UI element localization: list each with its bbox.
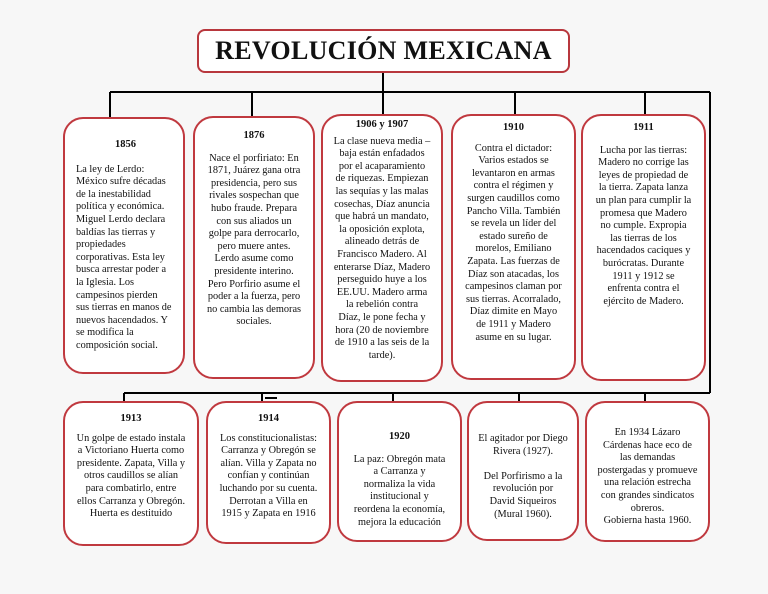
event-box-cardenas — [585, 401, 710, 542]
event-text: Lucha por las tierras: Madero no corrige las leyes de propiedad de la tierra. Zapata lanza un plan para cumplir la promesa que Madero no cumple. Expropia las tierras de los hacendados caciques y burócratas. Durante 1911 y 1912 se enfrenta contra el ejército de Madero. — [595, 144, 692, 307]
event-text: La paz: Obregón mata a Carranza y normaliza la vida institucional y reordena la economía, mejora la educación — [353, 453, 446, 528]
event-year: 1906 y 1907 — [355, 119, 409, 130]
event-year: 1920 — [389, 431, 410, 442]
event-box-1913 — [63, 401, 199, 546]
event-year: 1856 — [115, 139, 136, 150]
event-year: 1910 — [503, 122, 524, 133]
map-title: REVOLUCIÓN MEXICANA — [197, 29, 570, 73]
event-box-muralism — [467, 401, 579, 541]
event-text: En 1934 Lázaro Cárdenas hace eco de las demandas postergadas y promueve una relación estrecha con grandes sindicatos obreros. Gobierna hasta 1960. — [597, 427, 698, 527]
event-box-1876 — [193, 116, 315, 379]
event-text: Los constitucionalistas: Carranza y Obregón se alían. Villa y Zapata no confían y continúan luchando por su cuenta. Derrotan a Villa en 1915 y Zapata en 1916 — [219, 432, 318, 520]
event-year: 1913 — [120, 413, 142, 424]
event-year: 1876 — [243, 130, 265, 141]
event-text: La ley de Lerdo: México sufre décadas de la inestabilidad política y económica. Miguel Lerdo declara baldías las tierras y propiedades corporativas. Esta ley busca arrestar poder a la Iglesia. Los campesinos pierden sus tierras en manos de nuevos hacendados. Y se modifica la composición social. — [76, 163, 172, 351]
event-text: Contra el dictador: Varios estados se levantaron en armas contra el régimen y surgen caudillos como Pancho Villa. También se revela un líder del estado sureño de morelos, Emiliano Zapata. Las fuerzas de Díaz son atacadas, los campesinos claman por sus tierras. Acorralado, Díaz dimite en Mayo de 1911 y Madero asume en su lugar. — [465, 142, 562, 343]
event-box-1911 — [581, 114, 706, 381]
event-text: Nace el porfiriato: En 1871, Juárez gana otra presidencia, pero sus rivales sospechan que hubo fraude. Prepara con sus aliados un golpe para derrocarlo, pero muere antes. Lerdo asume como presidente interino. Pero Porfirio asume el poder a la fuerza, pero no cambia las demoras sociales. — [206, 152, 302, 328]
event-year: 1911 — [633, 122, 654, 133]
event-box-1910 — [451, 114, 576, 380]
event-box-1906-1907 — [321, 114, 443, 382]
event-box-1920 — [337, 401, 462, 542]
event-box-1914 — [206, 401, 331, 544]
event-text: La clase nueva media – baja están enfadados por el acaparamiento de riquezas. Empiezan las sequías y las malas cosechas, Díaz anuncia que habrá un mandato, la oposición explota, alineado detrás de Francisco Madero. Al enterarse Díaz, Madero perseguido huye a los EE.UU. Madero arma la rebelión contra Díaz, le pone fecha y hora (20 de noviembre de 1910 a las seis de la tarde). — [333, 135, 431, 361]
event-box-1856 — [63, 117, 185, 374]
event-year: 1914 — [258, 413, 279, 424]
event-text: Un golpe de estado instala a Victoriano Huerta como presidente. Zapata, Villa y otros caudillos se alían para combatirlo, entre ellos Carranza y Obregón. Huerta es destituido — [76, 432, 186, 520]
event-text: El agitador por Diego Rivera (1927). Del Porfirismo a la revolución por David Siqueiros (Mural 1960). — [478, 433, 568, 520]
